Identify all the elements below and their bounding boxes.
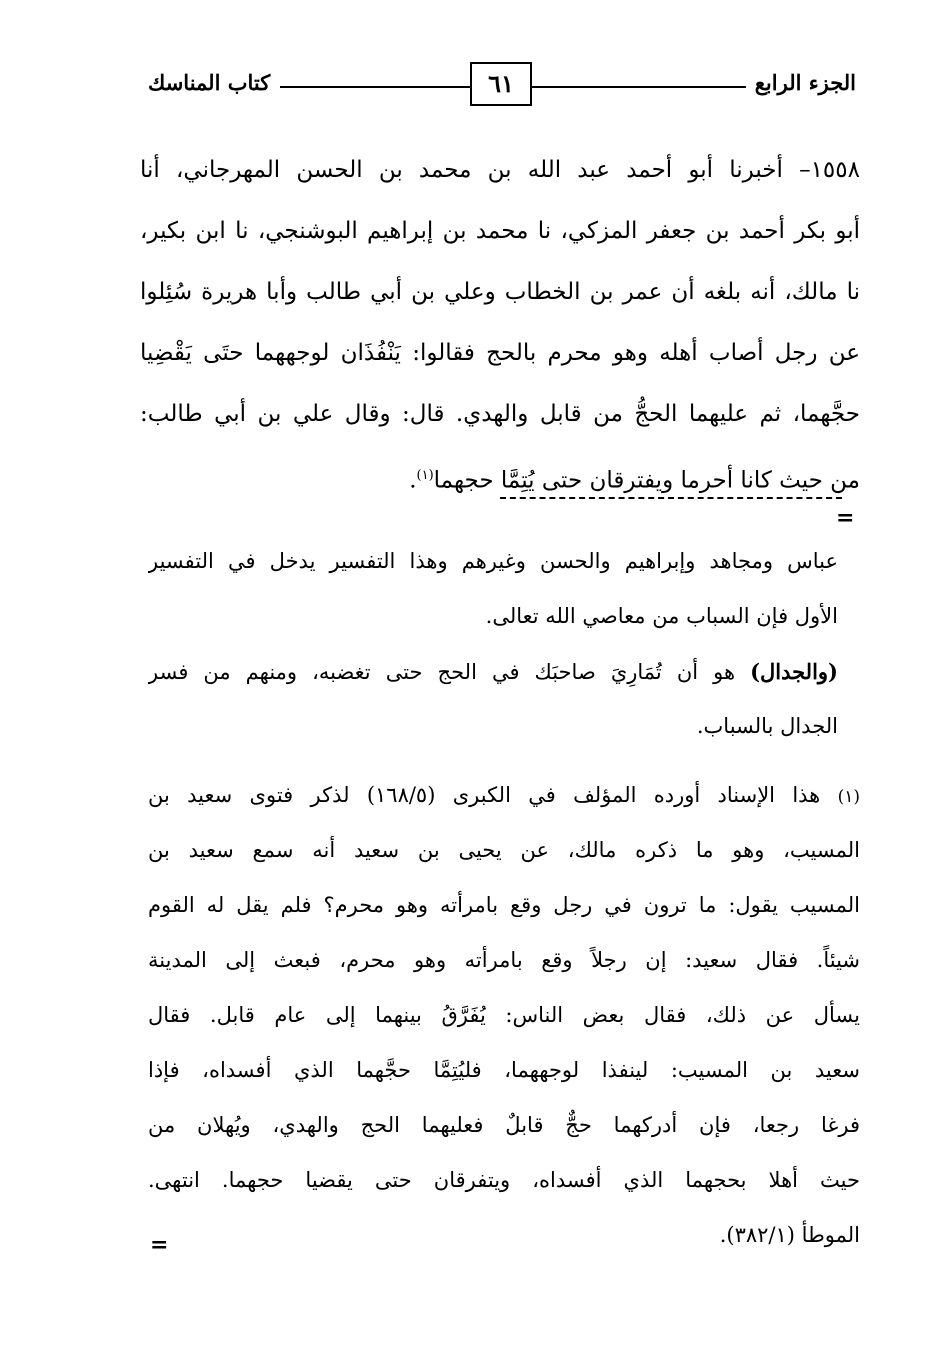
jidal-term: (والجدال): [750, 659, 838, 684]
footnote-line: حيث أهلا بحجهما الذي أفسداه، ويتفرقان حتى يقضيا حجهما. انتهى.: [148, 1168, 860, 1192]
footnote-line: الموطأ (٣٨٢/١).: [719, 1223, 860, 1247]
header-rule-right: [526, 86, 746, 88]
note-line: الجدال بالسباب.: [696, 714, 838, 738]
footnote-line: المسيب، وهو ما ذكره مالك، عن يحيى بن سعيد أنه سمع سعيد بن: [148, 838, 860, 862]
text-line: ١٥٥٨– أخبرنا أبو أحمد عبد الله بن محمد بن الحسن المهرجاني، أنا: [140, 157, 860, 183]
text-line: حجَّهما، ثم عليهما الحجُّ من قابل والهدي. قال: وقال علي بن أبي طالب:: [140, 401, 860, 427]
note-line: الأول فإن السباب من معاصي الله تعالى.: [485, 604, 838, 628]
footnote-line: يسأل عن ذلك، فقال بعض الناس: يُفَرَّقُ بينهما إلى عام قابل. فقال: [148, 1003, 860, 1027]
hadith-text: [140, 140, 860, 506]
footnote-reference: (١): [416, 468, 434, 483]
text-fragment: من حيث كانا أحرما ويفترقان حتى يُتِمَّا حجهما: [433, 467, 860, 494]
notes-continued: [148, 534, 838, 754]
continuation-mark-bottom: =: [150, 1232, 169, 1258]
note-line: عباس ومجاهد وإبراهيم والحسن وغيرهم وهذا التفسير يدخل في التفسير: [148, 549, 838, 573]
footnote-line: المسيب يقول: ما ترون في رجل وقع بامرأته وهو محرم؟ فلم يقل له القوم: [148, 893, 860, 917]
text-line: أبو بكر أحمد بن جعفر المزكي، نا محمد بن إبراهيم البوشنجي، نا ابن بكير،: [140, 218, 860, 244]
continuation-mark-top: =: [836, 505, 855, 531]
footnote-text: هذا الإسناد أورده المؤلف في الكبرى (١٦٨/٥) لذكر فتوى سعيد بن: [148, 783, 838, 807]
page-number: ٦١: [470, 62, 532, 106]
note-line: [148, 644, 838, 699]
footnote-line: شيئاً. فقال سعيد: إن رجلاً وقع بامرأته وهو محرم، فبعث إلى المدينة: [148, 948, 860, 972]
footnote-line: سعيد بن المسيب: لينفذا لوجههما، فليُتِمَّا حجَّهما الذي أفسداه، فإذا: [148, 1058, 860, 1082]
end-period: .: [409, 467, 417, 494]
footnote-line: [148, 768, 860, 823]
page-header: [148, 62, 856, 112]
chapter-title: كتاب المناسك: [148, 70, 271, 95]
footnote-separator: [500, 497, 842, 499]
jidal-definition: هو أن تُمَارِيَ صاحبَك في الحج حتى تغضبه، ومنهم من فسر: [148, 660, 751, 684]
footnote-marker: (١): [837, 787, 860, 807]
text-line: نا مالك، أنه بلغه أن عمر بن الخطاب وعلي بن أبي طالب وأبا هريرة سُئِلوا: [140, 279, 860, 305]
footnote-line: فرغا رجعا، فإن أدركهما حجٌّ قابلٌ فعليهما الحج والهدي، ويُهلان من: [148, 1113, 860, 1137]
footnote-1: [148, 768, 860, 1263]
volume-title: الجزء الرابع: [754, 70, 856, 95]
text-line: عن رجل أصاب أهله وهو محرم بالحج فقالوا: يَنْفُذَان لوجههما حتَى يَقْضِيا: [140, 340, 860, 366]
